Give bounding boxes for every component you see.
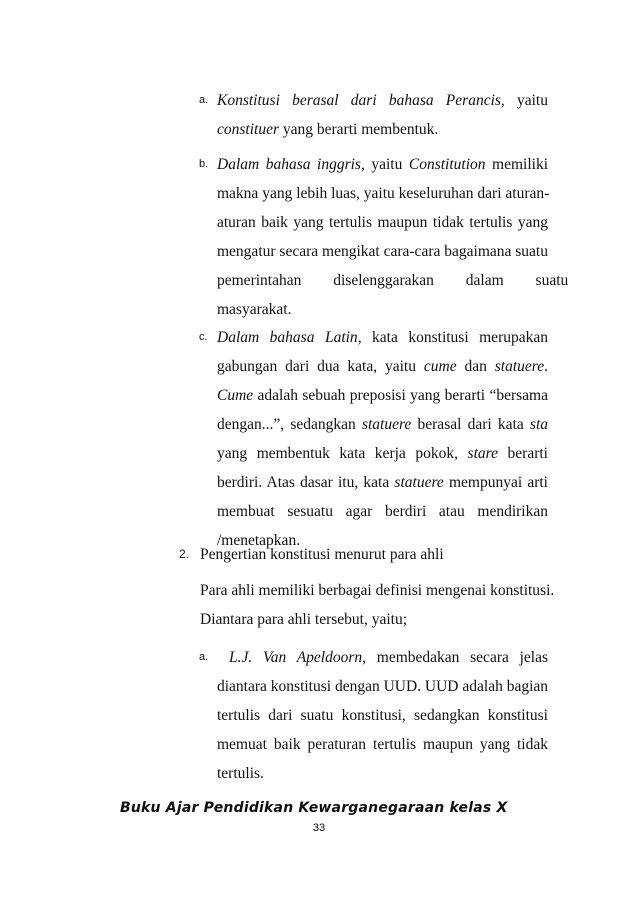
- text-line: yang membentuk kata kerja pokok, stare berarti: [217, 445, 548, 462]
- text-line: constituer yang berarti membentuk.: [217, 121, 439, 138]
- text-line: L.J. Van Apeldoorn, membedakan secara jelas: [229, 649, 549, 666]
- page-number: 33: [312, 822, 326, 834]
- text-line: Konstitusi berasal dari bahasa Perancis, yaitu: [217, 92, 548, 109]
- text-line: makna yang lebih luas, yaitu keseluruhan dari aturan-: [217, 185, 550, 202]
- text-line: /menetapkan.: [217, 532, 301, 549]
- text-line: Diantara para ahli tersebut, yaitu;: [200, 611, 408, 628]
- text-line: Cume adalah sebuah preposisi yang berarti “bersama: [217, 387, 548, 404]
- text-line: gabungan dari dua kata, yaitu cume dan statuere.: [217, 358, 548, 375]
- list-marker-c: c.: [199, 331, 208, 343]
- text-line: tertulis.: [217, 765, 264, 782]
- list-item-c: [217, 323, 548, 555]
- text-line: aturan baik yang tertulis maupun tidak tertulis yang: [217, 214, 548, 231]
- text-line: dengan...”, sedangkan statuere berasal dari kata sta: [217, 416, 548, 433]
- text-line: Para ahli memiliki berbagai definisi mengenai konstitusi.: [200, 582, 555, 599]
- list-marker-a: a.: [199, 94, 209, 106]
- text-line: tertulis dari suatu konstitusi, sedangkan konstitusi: [217, 707, 548, 724]
- text-line: memuat baik peraturan tertulis maupun yang tidak: [217, 736, 548, 753]
- list-marker-b: b.: [199, 158, 209, 170]
- text-line: membuat sesuatu agar berdiri atau mendirikan: [217, 503, 548, 520]
- text-line: Dalam bahasa Latin, kata konstitusi merupakan: [217, 329, 548, 346]
- list-item-b: [217, 150, 569, 324]
- text-line: mengatur secara mengikat cara-cara bagaimana suatu: [217, 243, 548, 260]
- footer-book-title: Buku Ajar Pendidikan Kewarganegaraan kelas X: [120, 800, 508, 816]
- section-intro: [200, 576, 555, 634]
- list-marker-expert-a: a.: [199, 651, 209, 663]
- list-item-a: [217, 86, 548, 144]
- text-line: diantara konstitusi dengan UUD. UUD adalah bagian: [217, 678, 549, 695]
- list-item-expert-a: [217, 643, 548, 788]
- text-line: berdiri. Atas dasar itu, kata statuere mempunyai arti: [217, 474, 548, 491]
- section-heading: Pengertian konstitusi menurut para ahli: [200, 546, 444, 563]
- section-number: 2.: [179, 547, 190, 561]
- text-line: masyarakat.: [217, 301, 292, 318]
- text-line: Dalam bahasa inggris, yaitu Constitution memiliki: [217, 156, 549, 173]
- text-line: pemerintahan diselenggarakan dalam suatu: [217, 272, 569, 289]
